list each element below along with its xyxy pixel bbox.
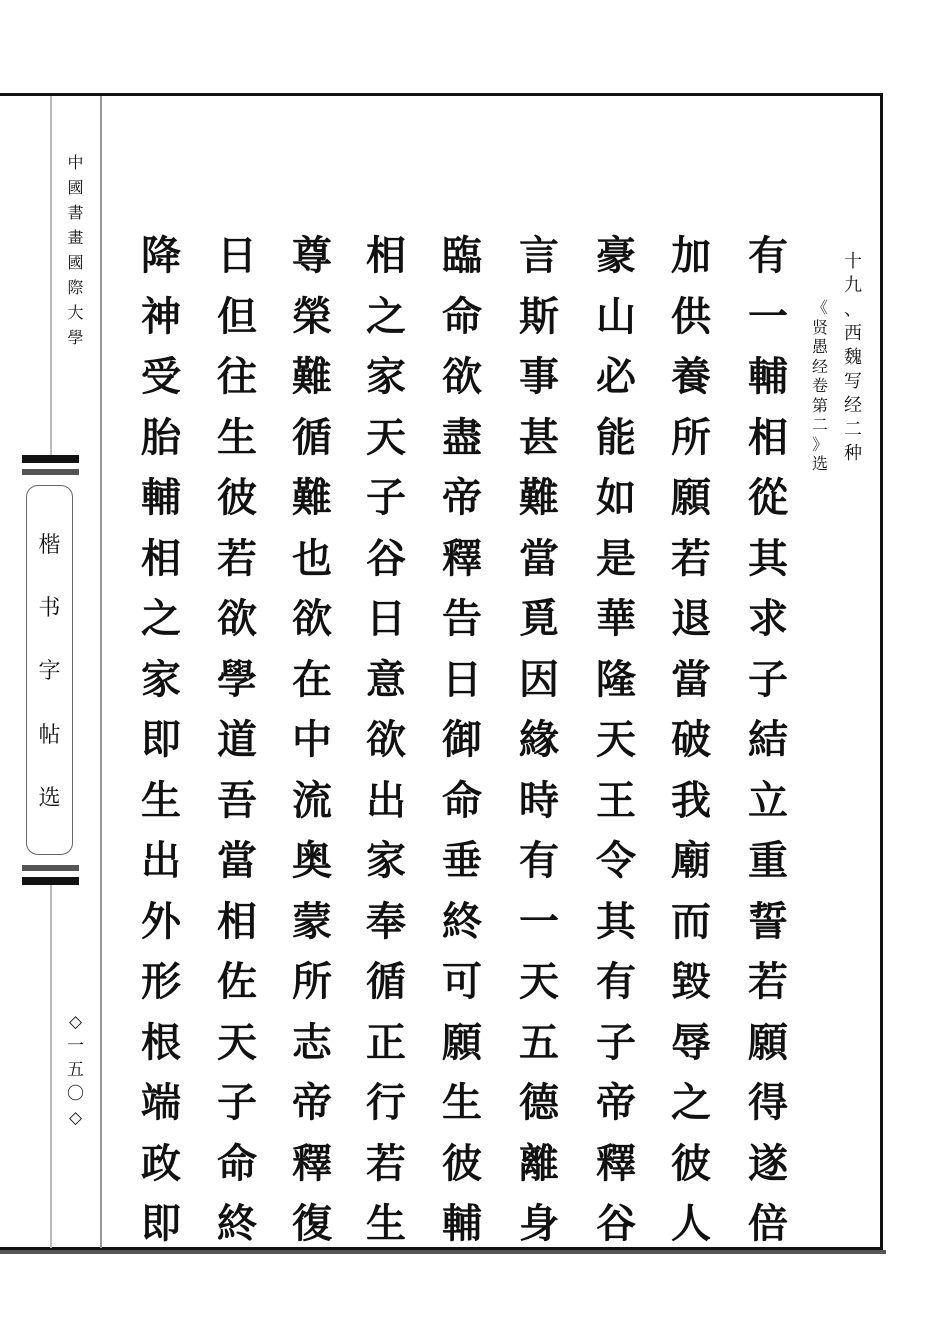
calligraphy-char: 終 (442, 897, 482, 945)
text-column-9 (132, 226, 190, 1255)
calligraphy-char: 相 (366, 232, 406, 279)
calligraphy-char: 生 (442, 1079, 482, 1126)
glyph: 贤 (811, 317, 828, 337)
calligraphy-char: 告 (442, 595, 482, 642)
calligraphy-char: 子 (596, 1018, 636, 1066)
calligraphy-char: 養 (671, 353, 711, 400)
glyph: 際 (67, 278, 84, 297)
calligraphy-char: 當 (671, 655, 711, 703)
calligraphy-char: 帝 (442, 474, 482, 521)
glyph: 卷 (811, 376, 828, 395)
calligraphy-char: 日 (217, 232, 257, 279)
glyph: 《 (811, 298, 828, 317)
calligraphy-char: 五 (519, 1018, 559, 1066)
calligraphy-char: 結 (748, 716, 788, 763)
calligraphy-char: 輔 (141, 474, 181, 521)
calligraphy-char: 降 (141, 232, 181, 279)
plaque-top-bar-thin (22, 469, 79, 475)
calligraphy-char: 令 (596, 837, 636, 884)
calligraphy-char: 形 (141, 958, 181, 1005)
calligraphy-char: 誓 (748, 897, 788, 945)
calligraphy-char: 出 (366, 776, 406, 824)
calligraphy-char: 我 (671, 776, 711, 824)
calligraphy-char: 辱 (671, 1018, 711, 1066)
glyph: 一 (67, 1036, 84, 1056)
calligraphy-char: 可 (442, 958, 482, 1005)
calligraphy-char: 蒙 (292, 897, 332, 945)
calligraphy-char: 釋 (442, 534, 482, 582)
text-column-4 (510, 226, 568, 1255)
text-column-2 (662, 226, 720, 1255)
calligraphy-char: 當 (519, 534, 559, 582)
calligraphy-char: 覓 (519, 595, 559, 642)
calligraphy-char: 日 (442, 655, 482, 703)
calligraphy-char: 甚 (519, 413, 559, 461)
calligraphy-char: 若 (671, 534, 711, 582)
glyph: 、 (844, 299, 862, 320)
calligraphy-char: 往 (217, 353, 257, 400)
calligraphy-char: 當 (217, 837, 257, 884)
calligraphy-char: 有 (596, 958, 636, 1005)
calligraphy-char: 供 (671, 292, 711, 340)
calligraphy-char: 求 (748, 595, 788, 642)
calligraphy-char: 即 (141, 716, 181, 763)
calligraphy-char: 吾 (217, 776, 257, 824)
calligraphy-char: 之 (141, 595, 181, 642)
calligraphy-char: 釋 (292, 1139, 332, 1187)
glyph: 字 (38, 659, 61, 685)
calligraphy-char: 廟 (671, 837, 711, 884)
calligraphy-char: 循 (292, 413, 332, 461)
calligraphy-char: 終 (217, 1200, 257, 1247)
glyph: 愚 (811, 337, 828, 356)
calligraphy-char: 緣 (519, 716, 559, 763)
calligraphy-char: 根 (141, 1018, 181, 1066)
calligraphy-char: 盡 (442, 413, 482, 461)
calligraphy-char: 正 (366, 1018, 406, 1066)
plaque-title (26, 485, 73, 855)
calligraphy-char: 加 (671, 232, 711, 279)
text-column-8 (208, 226, 266, 1255)
glyph: 选 (811, 454, 828, 473)
glyph: 大 (67, 303, 84, 322)
calligraphy-char: 道 (217, 716, 257, 763)
calligraphy-char: 有 (748, 232, 788, 279)
calligraphy-char: 山 (596, 292, 636, 340)
glyph: 書 (67, 203, 84, 222)
calligraphy-char: 帝 (596, 1079, 636, 1126)
calligraphy-char: 欲 (442, 353, 482, 400)
glyph: ◇ (68, 1108, 83, 1128)
calligraphy-char: 奥 (292, 837, 332, 884)
calligraphy-char: 欲 (292, 595, 332, 642)
calligraphy-char: 事 (519, 353, 559, 400)
calligraphy-char: 退 (671, 595, 711, 642)
glyph: 魏 (844, 347, 862, 368)
calligraphy-char: 倍 (748, 1200, 788, 1247)
margin-rule-inner (100, 96, 102, 1248)
glyph: 九 (844, 275, 862, 296)
calligraphy-char: 一 (748, 292, 788, 340)
calligraphy-char: 日 (366, 595, 406, 642)
calligraphy-char: 德 (519, 1079, 559, 1126)
calligraphy-char: 有 (519, 837, 559, 884)
calligraphy-char: 若 (366, 1139, 406, 1187)
calligraphy-char: 其 (748, 534, 788, 582)
calligraphy-char: 豪 (596, 232, 636, 279)
section-heading (840, 250, 866, 466)
calligraphy-char: 若 (748, 958, 788, 1005)
calligraphy-char: 志 (292, 1018, 332, 1066)
glyph: 西 (844, 323, 862, 344)
glyph: 中 (67, 153, 84, 172)
calligraphy-char: 遂 (748, 1139, 788, 1187)
calligraphy-char: 學 (217, 655, 257, 703)
glyph: 二 (811, 415, 828, 434)
calligraphy-char: 谷 (366, 534, 406, 582)
calligraphy-char: 願 (671, 474, 711, 521)
calligraphy-char: 子 (748, 655, 788, 703)
calligraphy-char: 天 (519, 958, 559, 1005)
glyph: 〇 (67, 1084, 84, 1104)
calligraphy-char: 谷 (596, 1200, 636, 1247)
glyph: 二 (844, 419, 862, 440)
calligraphy-char: 神 (141, 292, 181, 340)
section-subheading (808, 298, 832, 474)
calligraphy-char: 榮 (292, 292, 332, 340)
calligraphy-char: 天 (217, 1018, 257, 1066)
calligraphy-char: 之 (366, 292, 406, 340)
glyph: 畫 (67, 228, 84, 247)
calligraphy-char: 行 (366, 1079, 406, 1126)
calligraphy-char: 而 (671, 897, 711, 945)
calligraphy-char: 難 (292, 353, 332, 400)
calligraphy-char: 華 (596, 595, 636, 642)
calligraphy-char: 生 (217, 413, 257, 461)
calligraphy-char: 難 (519, 474, 559, 521)
glyph: 书 (38, 596, 61, 622)
calligraphy-char: 輔 (748, 353, 788, 400)
glyph: 种 (844, 443, 862, 464)
page-number (51, 1010, 100, 1130)
text-column-5 (433, 226, 491, 1255)
calligraphy-char: 臨 (442, 232, 482, 279)
calligraphy-char: 難 (292, 474, 332, 521)
calligraphy-char: 時 (519, 776, 559, 824)
calligraphy-char: 彼 (442, 1139, 482, 1187)
calligraphy-char: 所 (292, 958, 332, 1005)
calligraphy-char: 若 (217, 534, 257, 582)
calligraphy-char: 佐 (217, 958, 257, 1005)
calligraphy-char: 必 (596, 353, 636, 400)
calligraphy-char: 命 (442, 776, 482, 824)
calligraphy-char: 能 (596, 413, 636, 461)
glyph: 十 (844, 251, 862, 272)
calligraphy-char: 欲 (366, 716, 406, 763)
calligraphy-char: 重 (748, 837, 788, 884)
calligraphy-char: 外 (141, 897, 181, 945)
calligraphy-char: 即 (141, 1200, 181, 1247)
calligraphy-char: 家 (366, 837, 406, 884)
calligraphy-char: 得 (748, 1079, 788, 1126)
calligraphy-char: 家 (366, 353, 406, 400)
calligraphy-char: 意 (366, 655, 406, 703)
calligraphy-char: 如 (596, 474, 636, 521)
calligraphy-char: 彼 (671, 1139, 711, 1187)
glyph: 第 (811, 395, 828, 415)
calligraphy-char: 垂 (442, 837, 482, 884)
calligraphy-char: 是 (596, 534, 636, 582)
calligraphy-char: 復 (292, 1200, 332, 1247)
calligraphy-char: 彼 (217, 474, 257, 521)
calligraphy-char: 言 (519, 232, 559, 279)
calligraphy-char: 政 (141, 1139, 181, 1187)
calligraphy-char: 子 (217, 1079, 257, 1126)
calligraphy-char: 奉 (366, 897, 406, 945)
calligraphy-char: 受 (141, 353, 181, 400)
calligraphy-char: 尊 (292, 232, 332, 279)
calligraphy-char: 斯 (519, 292, 559, 340)
calligraphy-char: 相 (217, 897, 257, 945)
calligraphy-char: 因 (519, 655, 559, 703)
series-title (51, 150, 100, 350)
calligraphy-char: 從 (748, 474, 788, 521)
calligraphy-char: 一 (519, 897, 559, 945)
calligraphy-char: 破 (671, 716, 711, 763)
calligraphy-char: 出 (141, 837, 181, 884)
calligraphy-char: 人 (671, 1200, 711, 1247)
calligraphy-char: 天 (596, 716, 636, 763)
calligraphy-char: 之 (671, 1079, 711, 1126)
calligraphy-char: 命 (442, 292, 482, 340)
calligraphy-char: 願 (442, 1018, 482, 1066)
glyph: 國 (67, 178, 84, 197)
glyph: 经 (811, 356, 828, 376)
calligraphy-char: 在 (292, 655, 332, 703)
calligraphy-char: 中 (292, 716, 332, 763)
calligraphy-char: 端 (141, 1079, 181, 1126)
calligraphy-char: 離 (519, 1139, 559, 1187)
calligraphy-char: 帝 (292, 1079, 332, 1126)
calligraphy-char: 相 (748, 413, 788, 461)
glyph: 楷 (38, 533, 61, 559)
calligraphy-char: 流 (292, 776, 332, 824)
calligraphy-char: 生 (366, 1200, 406, 1247)
calligraphy-char: 釋 (596, 1139, 636, 1187)
calligraphy-char: 胎 (141, 413, 181, 461)
calligraphy-char: 御 (442, 716, 482, 763)
calligraphy-char: 天 (366, 413, 406, 461)
glyph: 學 (67, 328, 84, 347)
calligraphy-char: 子 (366, 474, 406, 521)
glyph: 帖 (38, 722, 61, 748)
glyph: 写 (844, 371, 862, 392)
calligraphy-char: 生 (141, 776, 181, 824)
text-column-3 (587, 226, 645, 1255)
calligraphy-char: 家 (141, 655, 181, 703)
calligraphy-char: 立 (748, 776, 788, 824)
calligraphy-char: 欲 (217, 595, 257, 642)
plaque-top-bar (22, 455, 79, 463)
calligraphy-char: 循 (366, 958, 406, 1005)
glyph: 》 (811, 434, 828, 454)
text-column-7 (283, 226, 341, 1255)
calligraphy-char: 王 (596, 776, 636, 824)
title-plaque (22, 455, 79, 885)
glyph: 经 (844, 395, 862, 416)
calligraphy-char: 相 (141, 534, 181, 582)
text-column-6 (357, 226, 415, 1255)
calligraphy-char: 命 (217, 1139, 257, 1187)
plaque-bottom-bar (22, 877, 79, 885)
glyph: 五 (67, 1060, 84, 1080)
calligraphy-char: 所 (671, 413, 711, 461)
plaque-bottom-bar-thin (22, 865, 79, 871)
calligraphy-char: 但 (217, 292, 257, 340)
text-column-1 (739, 226, 797, 1255)
calligraphy-char: 隆 (596, 655, 636, 703)
glyph: 國 (67, 253, 84, 272)
calligraphy-char: 其 (596, 897, 636, 945)
glyph: ◇ (68, 1012, 83, 1032)
calligraphy-char: 輔 (442, 1200, 482, 1247)
glyph: 选 (38, 785, 61, 811)
calligraphy-char: 毀 (671, 958, 711, 1005)
calligraphy-char: 身 (519, 1200, 559, 1247)
calligraphy-char: 願 (748, 1018, 788, 1066)
calligraphy-char: 也 (292, 534, 332, 582)
